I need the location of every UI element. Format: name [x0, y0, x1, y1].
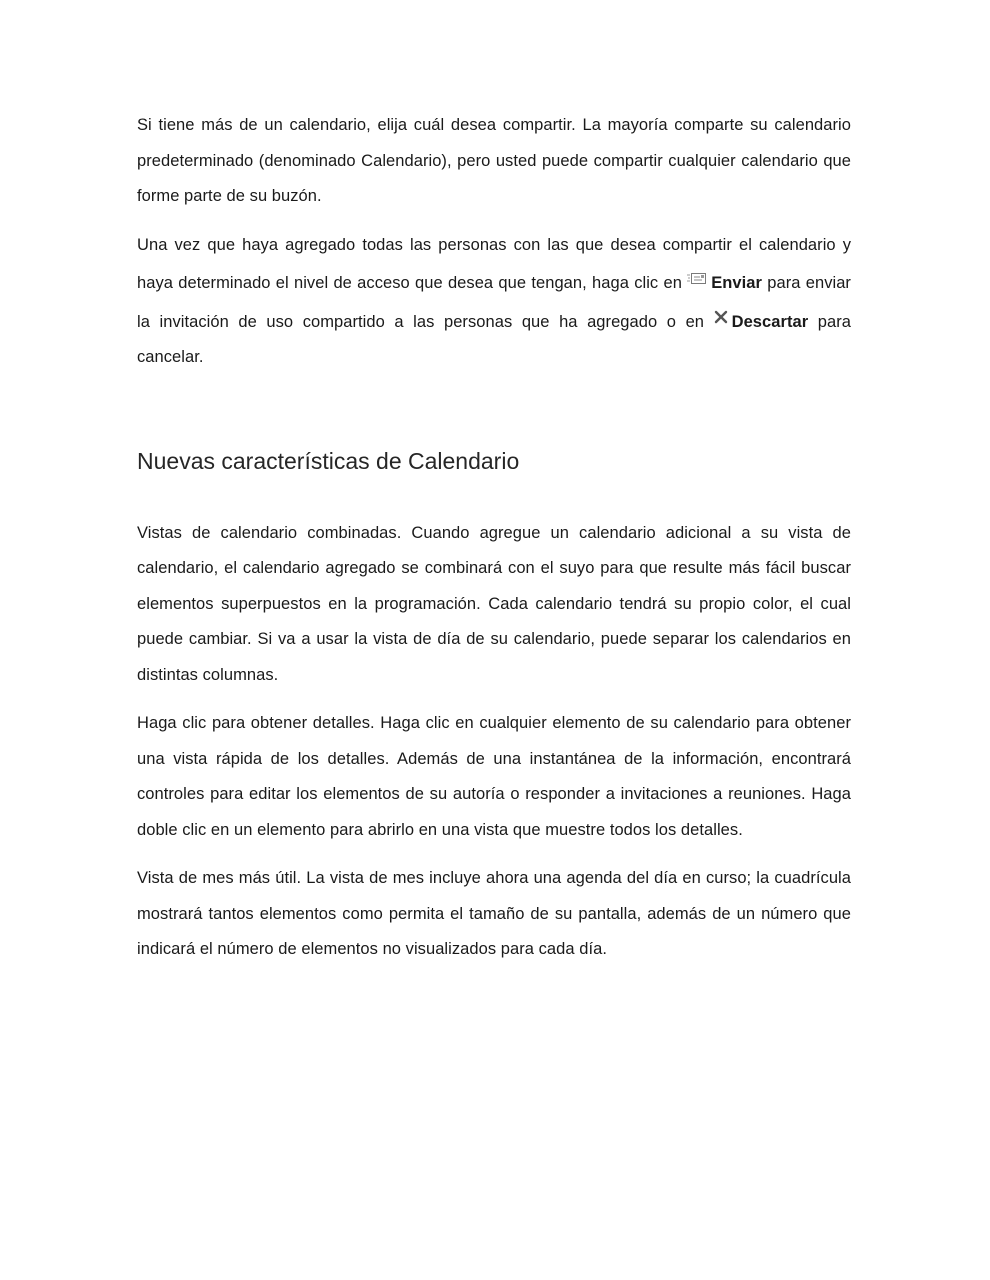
send-email-icon	[687, 263, 707, 299]
intro-paragraph-2-start: Una vez que haya agregado todas las personas con las que desea compartir el calendario y haya determinado el nivel de acceso que desea que tengan, haga clic en	[137, 235, 851, 292]
section-paragraph-3: Vista de mes más útil. La vista de mes incluye ahora una agenda del día en curso; la cuadrícula mostrará tantos elementos como permita el tamaño de su pantalla, además de un número que indicará el número de elementos no visualizados para cada día.	[137, 869, 851, 958]
intro-paragraph-2-middle: para enviar la invitación de uso compartido a las personas que ha agregado o en	[137, 274, 851, 331]
discard-label: Descartar	[731, 312, 809, 331]
section-heading: Nuevas características de Calendario	[137, 447, 520, 474]
intro-paragraph-2-end: para cancelar.	[137, 312, 852, 366]
document-page	[137, 108, 851, 968]
intro-paragraph-1: Si tiene más de un calendario, elija cuál desea compartir. La mayoría comparte su calendario predeterminado (denominado Calendario), pero usted puede compartir cualquier calendario que forme parte de su buzón.	[137, 116, 851, 205]
section-paragraph-2: Haga clic para obtener detalles. Haga clic en cualquier elemento de su calendario para obtener una vista rápida de los detalles. Además de una instantánea de la información, encontrará controles para editar los elementos de su autoría o responder a invitaciones a reuniones. Haga doble clic en un elemento para abrirlo en una vista que muestre todos los detalles.	[137, 714, 851, 839]
section-paragraph-1: Vistas de calendario combinadas. Cuando agregue un calendario adicional a su vista de calendario, el calendario agregado se combinará con el suyo para que resulte más fácil buscar elementos superpuestos en la programación. Cada calendario tendrá su propio color, el cual puede cambiar. Si va a usar la vista de día de su calendario, puede separar los calendarios en distintas columnas.	[137, 523, 851, 684]
send-label: Enviar	[711, 274, 762, 292]
close-x-icon	[714, 302, 728, 338]
intro-paragraph-2	[137, 228, 851, 376]
